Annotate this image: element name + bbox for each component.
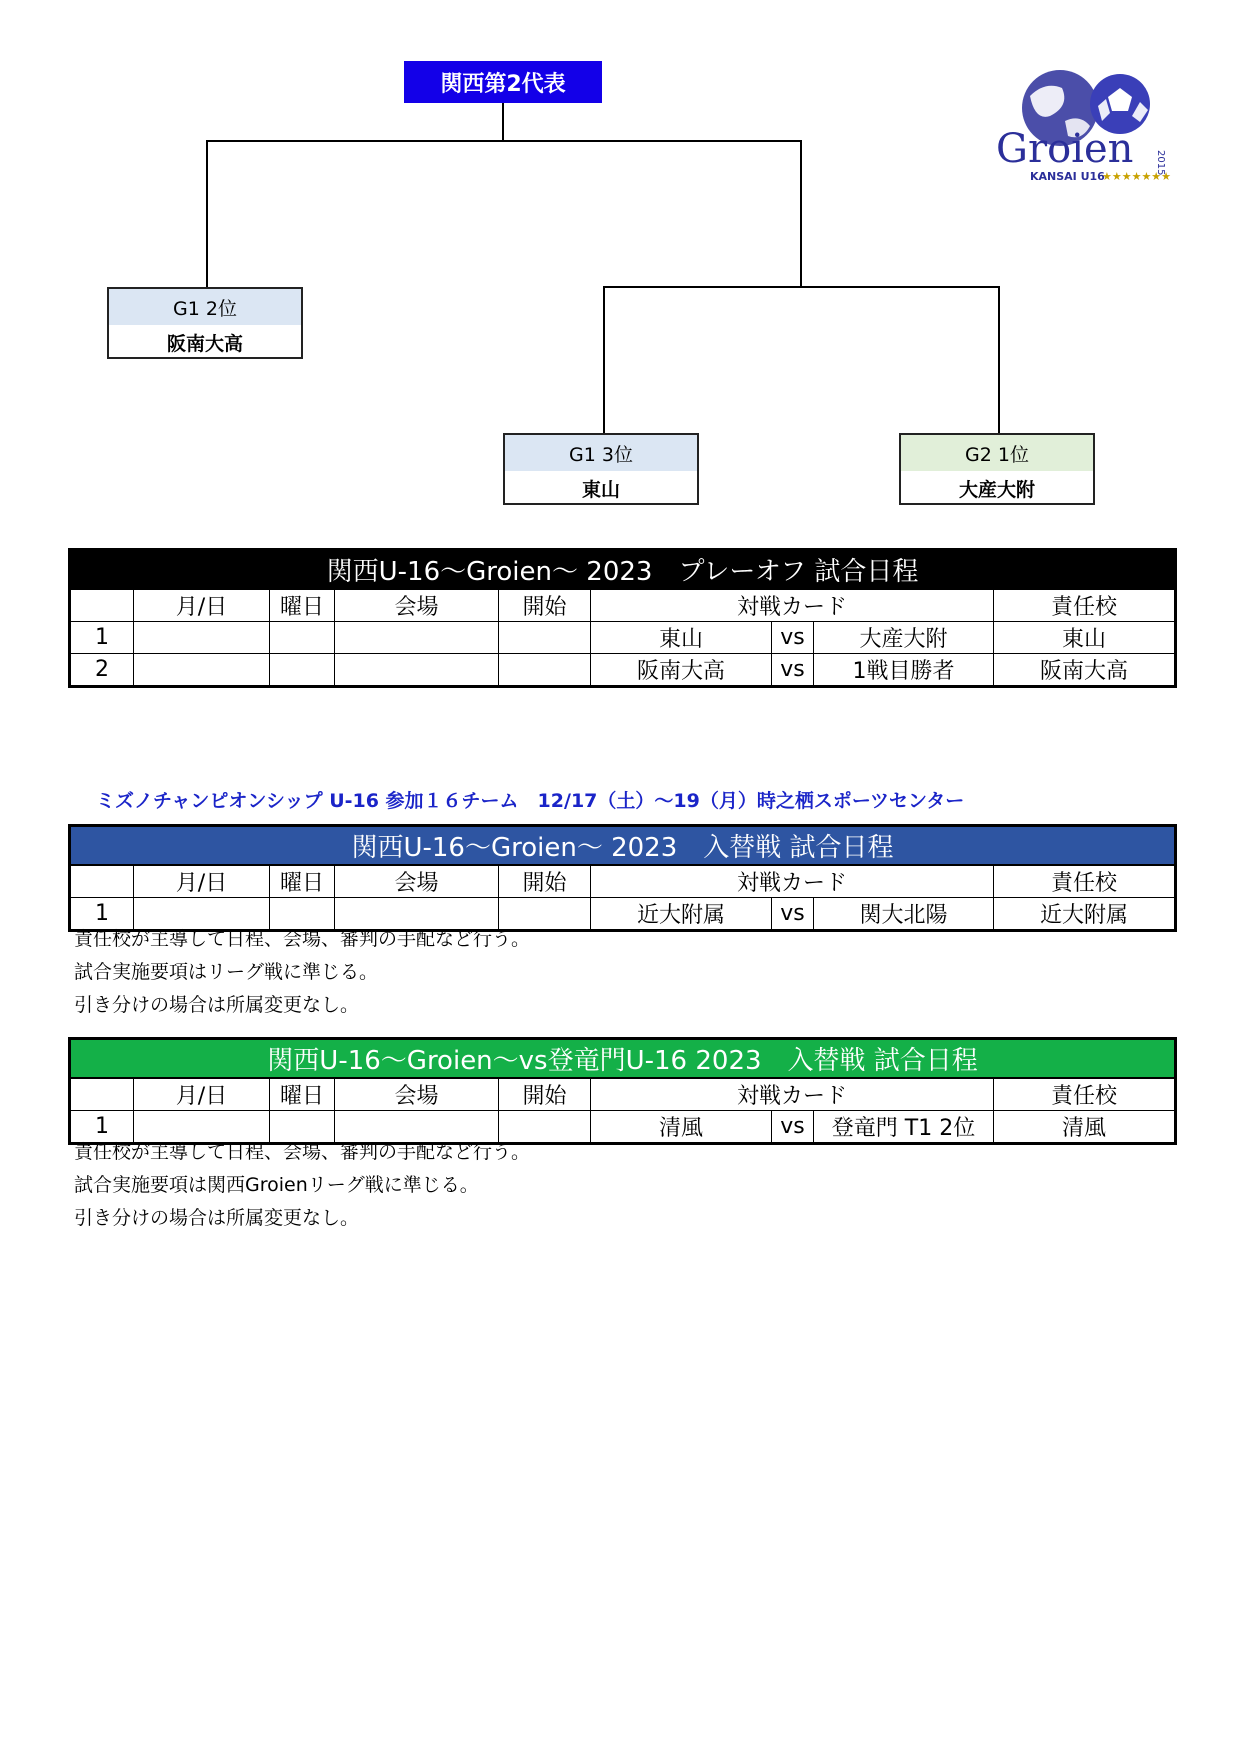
note-line: 責任校が主導して日程、会場、審判の手配など行う。 xyxy=(74,928,531,950)
table-title: 関西U-16～Groien～ 2023 プレーオフ 試合日程 xyxy=(70,550,1176,590)
toryumon-table xyxy=(68,1037,1177,1145)
header-card: 対戦カード xyxy=(591,865,994,898)
header-host: 責任校 xyxy=(994,865,1176,898)
header-card: 対戦カード xyxy=(591,1078,994,1111)
host-school: 東山 xyxy=(994,622,1176,654)
header-card: 対戦カード xyxy=(591,589,994,622)
logo-word: Groien xyxy=(996,126,1134,172)
bracket-line xyxy=(206,140,802,142)
vs-label: vs xyxy=(772,1111,814,1144)
match-no: 2 xyxy=(70,654,134,687)
bracket-line xyxy=(603,286,605,433)
header-cell xyxy=(70,589,134,622)
bracket-line xyxy=(998,286,1000,433)
away-team: 関大北陽 xyxy=(814,898,994,931)
header-start: 開始 xyxy=(499,865,591,898)
header-host: 責任校 xyxy=(994,1078,1176,1111)
header-start: 開始 xyxy=(499,589,591,622)
note-line: 試合実施要項は関西Groienリーグ戦に準じる。 xyxy=(74,1174,479,1196)
header-day: 曜日 xyxy=(270,589,335,622)
vs-label: vs xyxy=(772,898,814,931)
match-no: 1 xyxy=(70,898,134,931)
bracket-line xyxy=(800,140,802,287)
note-line: 引き分けの場合は所属変更なし。 xyxy=(74,994,360,1016)
host-school: 近大附属 xyxy=(994,898,1176,931)
bracket-team-left xyxy=(107,287,303,359)
match-no: 1 xyxy=(70,622,134,654)
header-day: 曜日 xyxy=(270,1078,335,1111)
host-school: 阪南大高 xyxy=(994,654,1176,687)
vs-label: vs xyxy=(772,654,814,687)
bracket-line xyxy=(502,103,504,141)
team-name: 東山 xyxy=(581,478,620,501)
toryumon-notes xyxy=(74,1136,530,1235)
bracket-line xyxy=(603,286,1000,288)
host-school: 清風 xyxy=(994,1111,1176,1144)
note-line: 引き分けの場合は所属変更なし。 xyxy=(74,1207,360,1229)
team-name: 大産大附 xyxy=(958,478,1035,501)
team-rank: G2 1位 xyxy=(901,435,1093,471)
home-team: 東山 xyxy=(591,622,772,654)
away-team: 大産大附 xyxy=(814,622,994,654)
vs-label: vs xyxy=(772,622,814,654)
home-team: 阪南大高 xyxy=(591,654,772,687)
relegation-table xyxy=(68,824,1177,932)
logo-year: 2015 xyxy=(1155,150,1166,176)
groien-logo xyxy=(990,66,1180,186)
header-date: 月/日 xyxy=(134,865,270,898)
match-no: 1 xyxy=(70,1111,134,1144)
team-rank: G1 3位 xyxy=(505,435,697,471)
bracket-line xyxy=(206,140,208,287)
header-venue: 会場 xyxy=(335,865,499,898)
header-start: 開始 xyxy=(499,1078,591,1111)
header-venue: 会場 xyxy=(335,1078,499,1111)
bracket-team-right xyxy=(899,433,1095,505)
table-title: 関西U-16～Groien～ 2023 入替戦 試合日程 xyxy=(70,826,1176,866)
header-day: 曜日 xyxy=(270,865,335,898)
home-team: 近大附属 xyxy=(591,898,772,931)
away-team: 登竜門 T1 2位 xyxy=(814,1111,994,1144)
relegation-notes xyxy=(74,923,530,1022)
header-venue: 会場 xyxy=(335,589,499,622)
bracket-team-mid xyxy=(503,433,699,505)
header-host: 責任校 xyxy=(994,589,1176,622)
note-line: 試合実施要項はリーグ戦に準じる。 xyxy=(74,961,379,983)
champion-label: 関西第2代表 xyxy=(404,61,602,103)
playoff-table xyxy=(68,548,1177,688)
team-name: 阪南大高 xyxy=(166,332,243,355)
table-row xyxy=(70,622,1176,654)
svg-text:★★★★★★★: ★★★★★★★ xyxy=(1102,170,1172,183)
team-rank: G1 2位 xyxy=(109,289,301,325)
mizuno-championship-note: ミズノチャンピオンシップ U-16 参加１６チーム 12/17（土）～19（月）時之栖スポーツセンター xyxy=(96,790,965,812)
table-title: 関西U-16～Groien～vs登竜門U-16 2023 入替戦 試合日程 xyxy=(70,1039,1176,1079)
logo-sub: KANSAI U16 xyxy=(1030,170,1105,183)
away-team: 1戦目勝者 xyxy=(814,654,994,687)
home-team: 清風 xyxy=(591,1111,772,1144)
table-row xyxy=(70,654,1176,687)
header-date: 月/日 xyxy=(134,589,270,622)
header-date: 月/日 xyxy=(134,1078,270,1111)
note-line: 責任校が主導して日程、会場、審判の手配など行う。 xyxy=(74,1141,531,1163)
